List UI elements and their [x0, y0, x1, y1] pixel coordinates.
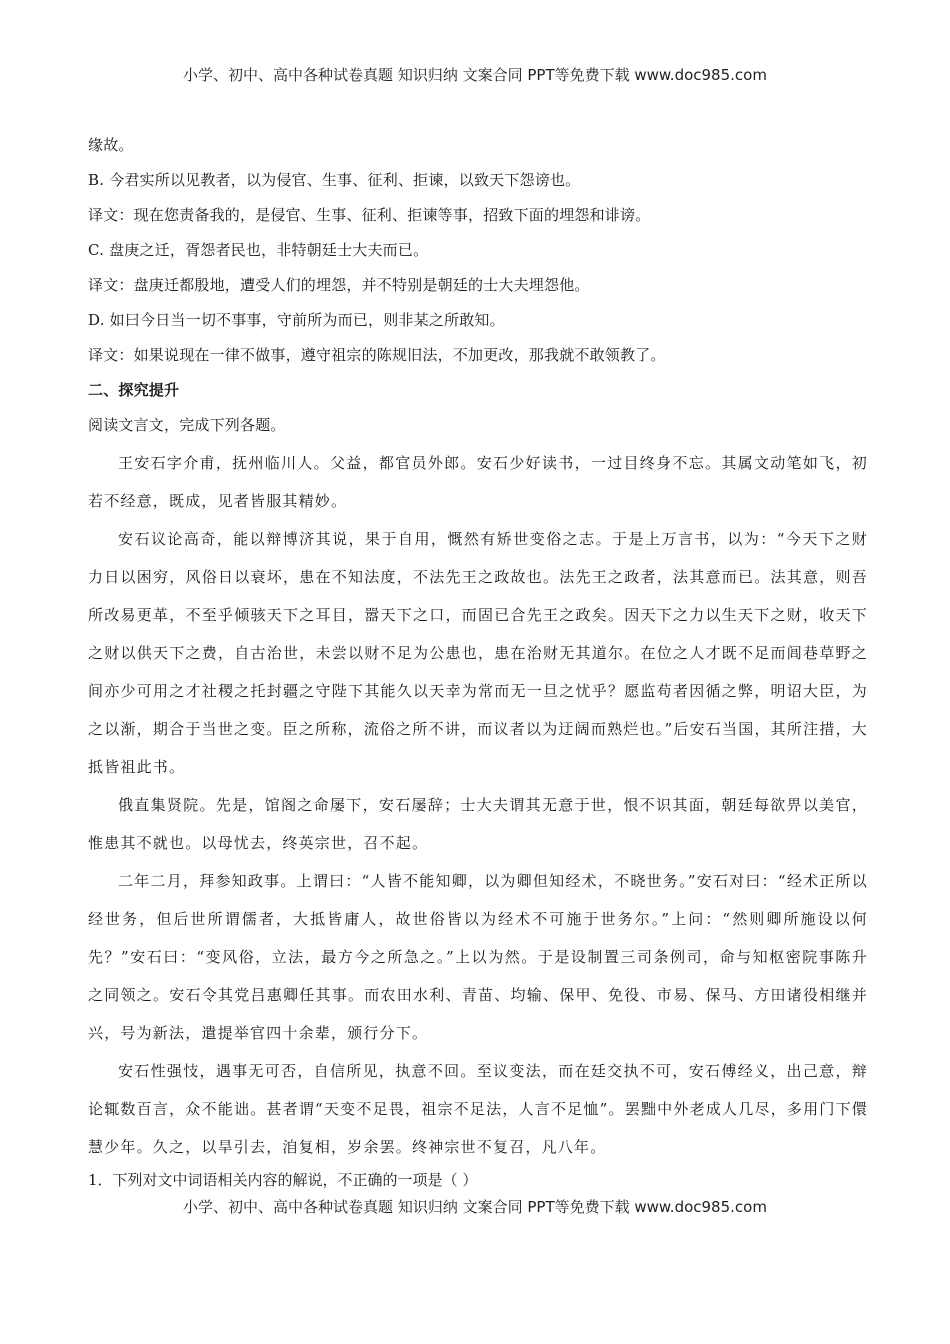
- reading-instruction: 阅读文言文，完成下列各题。: [88, 416, 286, 434]
- page-footer: 小学、初中、高中各种试卷真题 知识归纳 文案合同 PPT等免费下载 www.doc985.com: [183, 1198, 767, 1216]
- passage-paragraph-2: 安石议论高奇，能以辩博济其说，果于自用，慨然有矫世变俗之志。于是上万言书，以为：“今天下之财力日以困穷，风俗日以衰坏，患在不知法度，不法先王之政故也。法先王之政者，法其意而已。法其意，则吾所改易更革，不至乎倾骇天下之耳目，嚣天下之口，而固已合先王之政矣。因天下之力以生天下之财，收天下之财以供天下之费，自古治世，未尝以财不足为公患也，患在治财无其道尔。在位之人才既不足而闾巷草野之间亦少可用之才社稷之托封疆之守陛下其能久以天幸为常而无一旦之忧乎？愿监苟者因循之弊，明诏大臣，为之以渐，期合于当世之变。臣之所称，流俗之所不讲，而议者以为迂阔而熟烂也。”后安石当国，其所注措，大抵皆祖此书。: [88, 530, 868, 776]
- passage-paragraph-3: 俄直集贤院。先是，馆阁之命屡下，安石屡辞；士大夫谓其无意于世，恨不识其面，朝廷每欲畀以美官，惟患其不就也。以母忧去，终英宗世，召不起。: [88, 796, 868, 852]
- passage-paragraph-1: 王安石字介甫，抚州临川人。父益，都官员外郎。安石少好读书，一过目终身不忘。其属文动笔如飞，初若不经意，既成，见者皆服其精妙。: [88, 454, 868, 510]
- question-1: 1．下列对文中词语相关内容的解说，不正确的一项是（ ）: [88, 1171, 478, 1189]
- page-header: 小学、初中、高中各种试卷真题 知识归纳 文案合同 PPT等免费下载 www.doc985.com: [183, 66, 767, 84]
- document-body: [88, 135, 868, 1190]
- passage-paragraph-5: 安石性强忮，遇事无可否，自信所见，执意不回。至议变法，而在廷交执不可，安石傅经义，出己意，辩论辄数百言，众不能诎。甚者谓“天变不足畏，祖宗不足法，人言不足恤”。罢黜中外老成人几尽，多用门下儇慧少年。久之，以旱引去，洎复相，岁余罢。终神宗世不复召，凡八年。: [88, 1062, 868, 1156]
- classical-passage: [88, 444, 868, 1166]
- option-d: D. 如曰今日当一切不事事，守前所为而已，则非某之所敢知。: [88, 311, 505, 329]
- option-c: C. 盘庚之迁，胥怨者民也，非特朝廷士大夫而已。: [88, 241, 429, 259]
- passage-paragraph-4: 二年二月，拜参知政事。上谓曰：“人皆不能知卿，以为卿但知经术，不晓世务。”安石对曰：“经术正所以经世务，但后世所谓儒者，大抵皆庸人，故世俗皆以为经术不可施于世务尔。”上问：“然则卿所施设以何先？”安石曰：“变风俗，立法，最方今之所急之。”上以为然。于是设制置三司条例司，命与知枢密院事陈升之同领之。安石令其党吕惠卿任其事。而农田水利、青苗、均输、保甲、免役、市易、保马、方田诸役相继并兴，号为新法，遣提举官四十余辈，颁行分下。: [88, 872, 868, 1042]
- option-a-tail: 缘故。: [88, 136, 134, 154]
- option-d-translation: 译文：如果说现在一律不做事，遵守祖宗的陈规旧法，不加更改，那我就不敢领教了。: [88, 346, 666, 364]
- option-c-translation: 译文：盘庚迁都殷地，遭受人们的埋怨，并不特别是朝廷的士大夫埋怨他。: [88, 276, 590, 294]
- option-b-translation: 译文：现在您责备我的，是侵官、生事、征利、拒谏等事，招致下面的埋怨和诽谤。: [88, 206, 651, 224]
- option-b: B. 今君实所以见教者，以为侵官、生事、征利、拒谏，以致天下怨谤也。: [88, 171, 581, 189]
- section-heading: 二、探究提升: [88, 381, 180, 399]
